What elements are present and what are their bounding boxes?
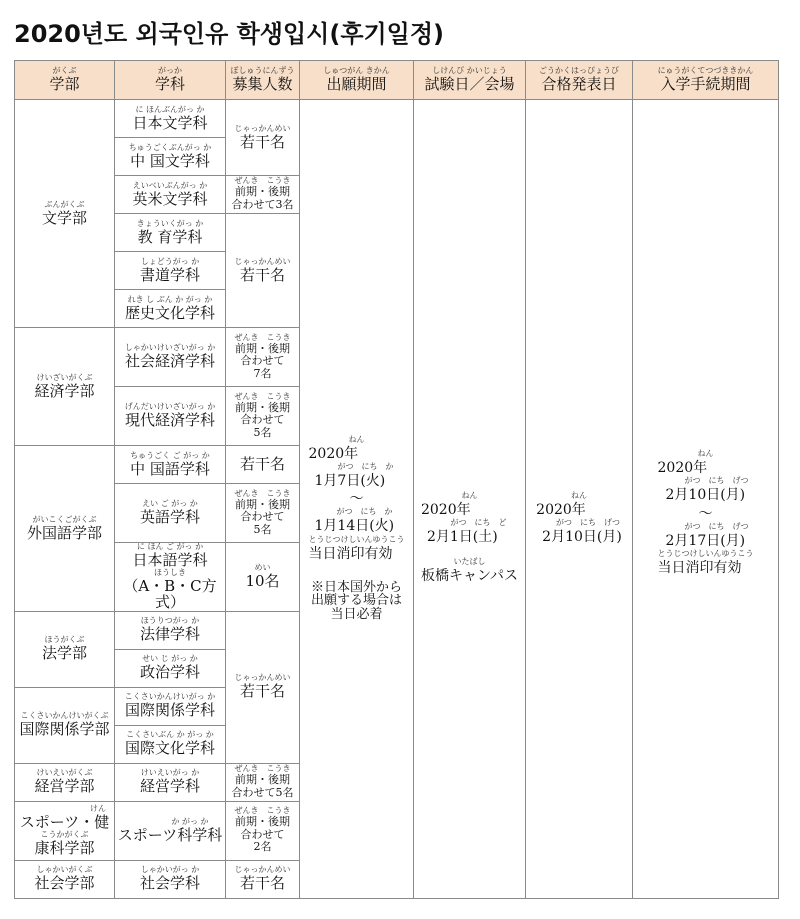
header-exam-date-venue: しけんび かいじょう 試験日／会場 [414, 61, 526, 100]
department-cell: ちゅうごく ご がっ か 中 国語学科 [115, 446, 226, 484]
header-quota: ぼしゅうにんずう 募集人数 [226, 61, 300, 100]
faculty-cell: しゃかいがくぶ 社会学部 [15, 860, 115, 898]
header-enrollment-period: にゅうがくてつづききかん 入学手続期間 [633, 61, 779, 100]
department-cell: に ほんぶんがっ か 日本文学科 [115, 100, 226, 138]
department-cell: れき し ぶん か がっ か 歴史文化学科 [115, 290, 226, 328]
quota-cell: ぜんき こうき 前期・後期 合わせて5名 [226, 763, 300, 801]
department-cell: ほうりつがっ か 法律学科 [115, 611, 226, 649]
faculty-cell: けいざいがくぶ 経済学部 [15, 328, 115, 446]
application-period-cell: ねん 2020年 がつ にち か 1月7日(火) ～ がつ にち か 1月14日(火) とうじつけしいんゆうこう 当日消印有効 ※日本国外から 出願する場合は 当日必着 [300, 100, 414, 899]
exam-cell: ねん 2020年 がつ にち ど 2月1日(土) いたばし 板橋キャンパス [414, 100, 526, 899]
department-cell: きょういくがっ か 教 育学科 [115, 214, 226, 252]
department-cell: しょどうがっ か 書道学科 [115, 252, 226, 290]
quota-cell: 若干名 [226, 446, 300, 484]
enrollment-cell: ねん 2020年 がつ にち げつ 2月10日(月) ～ がつ にち げつ 2月17日(月) とうじつけしいんゆうこう 当日消印有効 [633, 100, 779, 899]
quota-cell: ぜんき こうき 前期・後期 合わせて3名 [226, 176, 300, 214]
quota-cell: めい 10名 [226, 543, 300, 612]
application-note-line: 出願する場合は [310, 593, 402, 609]
department-cell: か がっ か スポーツ科学科 [115, 801, 226, 860]
faculty-cell: けん スポーツ・健 こうかがくぶ 康科学部 [15, 801, 115, 860]
department-cell: しゃかいけいざいがっ か 社会経済学科 [115, 328, 226, 387]
department-cell: えいべいぶんがっ か 英米文学科 [115, 176, 226, 214]
header-announcement-date: ごうかくはっぴょうび 合格発表日 [526, 61, 633, 100]
application-note-line: ※日本国外から [310, 579, 402, 595]
table-row [15, 100, 779, 138]
quota-cell: じゃっかんめい 若干名 [226, 214, 300, 328]
faculty-cell: けいえいがくぶ 経営学部 [15, 763, 115, 801]
announcement-cell: ねん 2020年 がつ にち げつ 2月10日(月) [526, 100, 633, 899]
header-application-period: しゅつがん きかん 出願期間 [300, 61, 414, 100]
schedule-table [14, 60, 779, 899]
quota-cell: ぜんき こうき 前期・後期 合わせて 7名 [226, 328, 300, 387]
faculty-cell: こくさいかんけいがくぶ 国際関係学部 [15, 687, 115, 763]
department-cell: こくさいかんけいがっ か 国際関係学科 [115, 687, 226, 725]
quota-cell: ぜんき こうき 前期・後期 合わせて 5名 [226, 387, 300, 446]
quota-cell: じゃっかんめい 若干名 [226, 100, 300, 176]
department-cell: けいえいがっ か 経営学科 [115, 763, 226, 801]
header-department: がっか 学科 [115, 61, 226, 100]
header-row [15, 61, 779, 100]
header-faculty: がくぶ 学部 [15, 61, 115, 100]
department-cell: こくさいぶん か がっ か 国際文化学科 [115, 725, 226, 763]
faculty-cell: ほうがくぶ 法学部 [15, 611, 115, 687]
application-note-line: 当日必着 [330, 607, 383, 623]
faculty-cell: がいこくごがくぶ 外国語学部 [15, 446, 115, 612]
page-title: 2020년도 외국인유 학생입시(후기일정) [14, 20, 445, 48]
department-cell: に ほん ご がっ か 日本語学科 ほうしき （A・B・C方式） [115, 543, 226, 612]
department-cell: えい ご がっ か 英語学科 [115, 484, 226, 543]
quota-cell: じゃっかんめい 若干名 [226, 860, 300, 898]
quota-cell: ぜんき こうき 前期・後期 合わせて 5名 [226, 484, 300, 543]
faculty-cell: ぶんがくぶ 文学部 [15, 100, 115, 328]
department-cell: せい じ がっ か 政治学科 [115, 649, 226, 687]
department-cell: げんだいけいざいがっ か 現代経済学科 [115, 387, 226, 446]
department-cell: しゃかいがっ か 社会学科 [115, 860, 226, 898]
department-cell: ちゅうごくぶんがっ か 中 国文学科 [115, 138, 226, 176]
quota-cell: ぜんき こうき 前期・後期 合わせて 2名 [226, 801, 300, 860]
quota-cell: じゃっかんめい 若干名 [226, 611, 300, 763]
